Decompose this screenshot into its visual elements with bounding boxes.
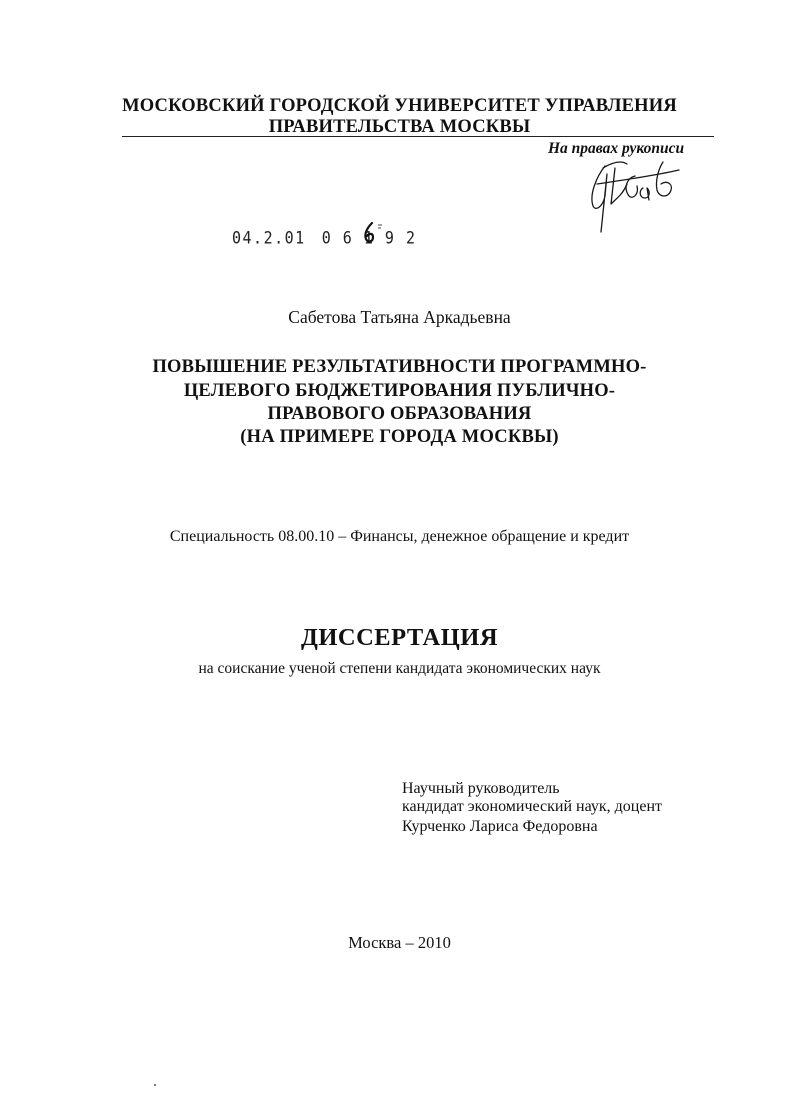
supervisor-name: Курченко Лариса Федоровна [402, 818, 598, 835]
degree-line: на соискание ученой степени кандидата экономических наук [198, 660, 601, 677]
document-type-heading: ДИССЕРТАЦИЯ [300, 624, 499, 651]
header-divider [122, 136, 714, 137]
stamp-number-part-1: 04.2.01 [232, 228, 306, 249]
dissertation-title-line-3: ПРАВОВОГО ОБРАЗОВАНИЯ [267, 404, 532, 424]
registration-stamp-number [232, 228, 417, 248]
handwritten-signature [583, 154, 683, 244]
author-name: Сабетова Татьяна Аркадьевна [288, 307, 511, 327]
dissertation-title-line-2: ЦЕЛЕВОГО БЮДЖЕТИРОВАНИЯ ПУБЛИЧНО- [183, 381, 616, 401]
supervisor-role: Научный руководитель [402, 780, 560, 797]
university-name-line-1: МОСКОВСКИЙ ГОРОДСКОЙ УНИВЕРСИТЕТ УПРАВЛЕНИЯ [122, 96, 677, 116]
scan-speck [154, 1084, 156, 1086]
city-and-year: Москва – 2010 [348, 933, 451, 952]
dissertation-title-line-1: ПОВЫШЕНИЕ РЕЗУЛЬТАТИВНОСТИ ПРОГРАММНО- [152, 357, 647, 377]
supervisor-title: кандидат экономический наук, доцент [402, 798, 663, 815]
specialty-line: Специальность 08.00.10 – Финансы, денежное обращение и кредит [169, 528, 630, 545]
stamp-number-part-2: 0 6 1 9 2 [321, 228, 417, 249]
dissertation-title-line-4: (НА ПРИМЕРЕ ГОРОДА МОСКВЫ) [240, 427, 559, 447]
manuscript-rights-note: На правах рукописи [548, 140, 685, 157]
university-name-line-2: ПРАВИТЕЛЬСТВА МОСКВЫ [268, 117, 531, 137]
handwritten-digit-mark [361, 220, 385, 246]
